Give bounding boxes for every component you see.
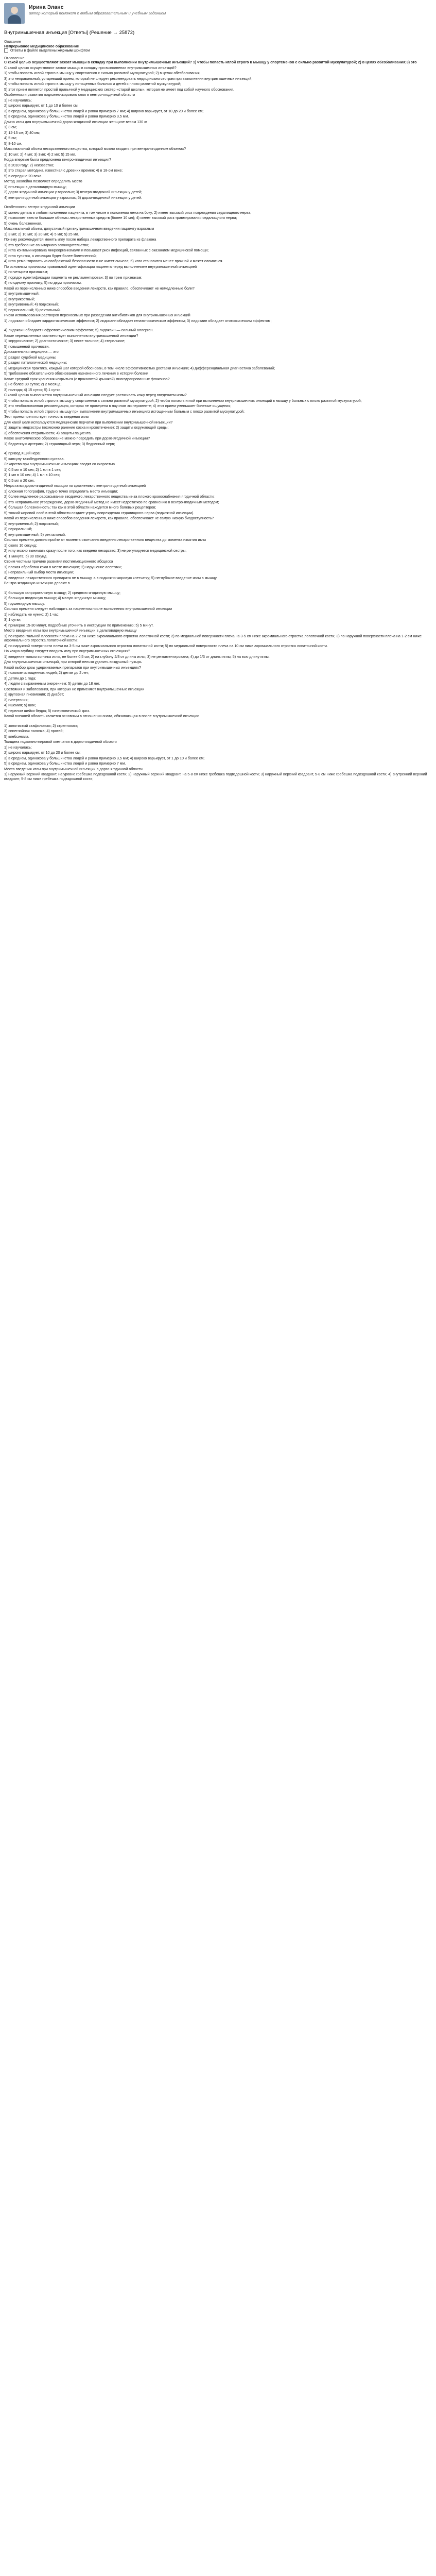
content-line: 1) по четырем признакам; [4,270,48,274]
content-line: 3) 1 сутки; [4,618,22,622]
content-line: Какой из перечисленных ниже способов введения лекарств, как правило, обеспечивает не немедленные боли? [4,286,195,291]
answers-tip [4,48,432,53]
content-line: 4) 1 минута; 5) 30 секунд. [4,554,47,558]
content-line: 5) чтобы попасть иглой строго в мышцу при выполнении внутримышечных инъекциях истощенным больным с плохо развитой мускулатурой; [4,409,245,414]
description-label: Описание [4,40,21,44]
content-line: 3) игла тупится, а инъекция будет более болезненной; [4,253,97,258]
content-line: 2) более медленное рассасывание вводимого лекарственного вещества из-за плохого кровоснабжения ягодичной области; [4,495,215,499]
content-line: 3) внутривенный; 4) подкожный; [4,302,59,307]
content-line: 4) чтобы попасть иглой строго в мышцу у истощенных больных и детей с плохо развитой мускулатурой; [4,82,181,86]
content-line: 3) это необоснованная рекомендация, которая не проверена в научном эксперименте; 4) этот прием уменьшает болевые ощущения; [4,404,232,408]
content-line: 4) вентро-ягодичной инъекции у взрослых; 5) дорзо-ягодичной инъекции у детей. [4,195,143,200]
content-line: 1) это требование санитарного законодательства; [4,243,90,247]
content-line: Доказательная медицина — это [4,350,59,354]
content-line: Толщина подкожно-жировой клетчатки в дорзо-ягодичной области [4,740,117,744]
content-line: 5) тонкий жировой слой в этой области создает угрозу повреждения седалищного нерва (подкожной инъекции). [4,511,195,515]
content-line: 5) 8-10 см. [4,141,22,146]
content-line: 2) раздел паталогической медицины; [4,361,67,365]
content-line: Какие средний срок хранения искрыться (с прокалотой крышкой) многодозированных флаконов? [4,377,170,381]
toc-label: Оглавление [4,56,25,60]
avatar[interactable] [4,3,25,24]
content-line: 1) не более 30 суток; 2) 2 месяца; [4,382,62,386]
content-line: 3) полгода; 4) 15 суток; 5) 1 сутки. [4,387,62,392]
author-name[interactable]: Ирина Эланс [29,4,64,10]
document-page [0,0,436,787]
content-line: 1) внутривенный; 2) подкожный; [4,521,59,526]
content-line: Состояния и заболевания, при которых не применяют внутримышечные инъекции [4,687,145,691]
content-line: 4) примерно 15-30 минут, подробные уточнить в инструкции по применению; 5) 5 минут. [4,623,154,628]
content-line: Почему рекомендуется менять иглу после набора лекарственного препарата из флакона [4,238,156,242]
content-line: 1) раздел судебной медицины; [4,355,57,360]
content-line: 1) 0,5 мл в 10 сек; 2) 1 мл в 1 сек; [4,467,61,472]
content-line: Для внутримышечных инъекций, при которой нельзя удалить воздушный пузырь [4,660,142,664]
content-line: 4) введение лекарственного препарата не в мышцу, а в подкожно-жировую клетчатку; 5) неглубокое введение иглы в мышцу. [4,575,218,580]
content-line: 4) лидокаин обладает нефротоксическим эффектом; 5) лидокаин — сильный аллерген. [4,328,154,332]
content-line: С какой целью выполняется внутримышечный инъекции следует растягивать кожу перед введением иглы? [4,393,187,397]
content-line: 1) похожие истощенных людей; 2) детям до 2 лет; [4,671,90,675]
content-line: 1) крупозная пневмония; 2) диабет; [4,692,64,697]
content-line: 1) большую заприрательную мышцу; 2) среднюю ягодичную мышцу; [4,590,120,595]
content-line: 4) привод ящий нерв; [4,451,41,455]
content-line: Вентро-ягодичную инъекцию делают в [4,581,70,585]
document-content [4,60,432,781]
section-gap [4,447,432,451]
section-gap [4,324,432,328]
content-line: Своим честным причине развития постинъекционного абсцесса [4,560,113,564]
content-line: 1) по горизонтальной плоскости плеча на 2-2 см ниже акромиального отростка лопаточной кости; 2) по медиальной поверхности плеча на 3-5 см ниже акромиального отростка лопаточной кости; 3) по наружной поверхности плеча на 1-2 см ниже акромиального отростка лопаточной кости; [4,634,423,642]
content-line: 3) пероральный; [4,527,32,531]
lead-question: С какой целью осуществляют захват мышцы в складку при выполнении внутримышечных инъекций? 1) чтобы попасть иглой строго в мышцу у спортсменов с сильно развитой мускулатурой; 2) в целях обезболивания;3) это [4,60,417,64]
content-line: Место введения иглы при внутримышечной инъекции в дельтовидную мышцу [4,629,137,633]
content-line: 2) игла контаминирована микроорганизмами и повышает риск инфекций, связанных с оказанием медицинской помощи; [4,248,209,252]
content-line: 5) в среднем, одинакова у большинства людей и равна примерно 3,5 мм. [4,114,129,118]
content-line: Недостатки дорзо-ягодичной позиции по сравнению с вентро-ягодичной инъекцией [4,484,146,488]
content-line: 4) по наружной поверхности плеча на 3-5 см ниже акромиального отростка лопаточной кости; 5) по медиальной поверхности плеча на 10 см ниже акромиального отростка лопаточной кости. [4,643,328,648]
content-line: 2) иглу можно вынимать сразу после того, как введено лекарство; 3) не регулируется медицинской сестры; [4,549,187,553]
content-line: 1) чтобы попасть иглой строго в мышцу у спортсменов с сильно развитой мускулатурой; 2) в целях обезболивания; [4,71,201,75]
content-line: Метод Захлейна позволяет определить место [4,179,82,183]
content-line: 1) внутримышечный; [4,292,40,296]
content-line: Длина иглы для внутримышечной дорзо-ягодичной инъекции женщине весом 130 кг [4,120,147,124]
content-line: На какую глубину следует вводить иглу при внутримышечных инъекциях? [4,649,130,653]
content-line: Места введения иглы при внутримышечной инъекции в дорзо-ягодичной области [4,767,143,771]
content-line: Какой из перечисленных ниже способов введения лекарств, как правило, обеспечивает не самую низкую биодоступность? [4,516,214,520]
section-gap [4,587,432,591]
content-line: Какой внешней область является основным в отношении оната, обязавающая в после внутримышечной инъекции [4,714,200,718]
content-line: 2) 12-15 см; 3) 40 мм; [4,130,41,135]
content-line: 2) дорзо-ягодичной инъекции у взрослых; 3) вентро-ягодичной инъекции у детей; [4,190,143,194]
content-line: Максимальный объем лекарственного вещества, который можно вводить при вентро-ягодичном объемах? [4,147,186,151]
content-line: 3) медицинская практика, каждый шаг которой обоснован, в том числе эффективностью доставки инъекции; 4) дифференциальная диагностика заболеваний; [4,366,275,370]
content-line: 1) сложная топография, трудно точно определить место инъекции; [4,489,118,494]
content-line: 5) клебсиелла. [4,734,29,739]
checkbox-icon [4,48,8,53]
content-line: 1) бедренную артерию; 2) седалищный нерв; 3) бедренный нерв; [4,442,115,446]
content-line: 4) по одному признаку; 5) по двум признакам. [4,281,82,285]
content-line: 1) инъекции в дельтовидную мышцу; [4,184,67,189]
content-line: 3) неправильный выбор места инъекции; [4,570,74,574]
content-line: Какие перечисленных соответствует выполнению внутримышечной инъекции? [4,333,138,338]
content-line: 5) в середине 20-века. [4,174,43,178]
content-line: Риски использования растворов переносимых при разведении антибиотиков для внутримышечных инъекций [4,313,190,317]
content-line: 1) золотистый стафилококк; 2) стрептококк; [4,723,78,728]
content-line: 3) это неправильное утверждение, дорзо-ягодичный метод не имеет недостатков по сравнению в вентро-ягодичным методом; [4,500,219,504]
avatar-head [11,7,18,14]
section-gap [4,201,432,205]
subject-name: Непрерывное медицинское образование [4,44,79,48]
content-line: Максимальный объем, допустимый при внутримышечном введении пациенту взрослым [4,227,154,231]
author-description: автор который поможет с любым образовательным и учебным заданием [29,11,166,15]
content-line: 3) детям до 1 года; [4,676,37,681]
content-line: С какой целью осуществляют захват мышцы в складку при выполнении внутримышечных инъекций? [4,65,177,70]
content-line: Особенности вентро-ягодичной инъекции [4,205,75,209]
content-line: 4) игла ремонтировать из соображений безопасности и не имеет смысла; 5) игла становится менее прочной и может сломаться. [4,259,223,263]
content-line: 3) позволяет ввести большие объемы лекарственных средств (более 10 мл); 4) имеет высокий риск травмирования седалищного нерва; [4,216,237,220]
content-line: 1) можно делать в любом положении пациента, в том числе в положении лежа на боку; 2) имеет высокий риск повреждения седалищного нерва; [4,210,252,215]
content-line: 4) большая болезненность; так как в этой области находится много болевых рецепторов; [4,505,156,510]
content-line: 1) 10 мл; 2) 4 мл; 3) 3мл; 4) 2 мл; 5) 15 мл. [4,152,76,157]
content-line: 5) грушевидную мышцу. [4,601,45,606]
content-line: 5) очень болезненная. [4,221,42,226]
content-line: 1) не изучалась; [4,745,32,750]
content-line: 5) этот прием является простой привычкой у медицинских сестер «старой школы», которая не имеет под собой научного обоснования. [4,87,234,92]
content-line: Для какой цели используются медицинские перчатки при выполнении внутримышечной инъекции? [4,420,173,425]
content-line: 5) периональный; 5) ректальный. [4,308,61,312]
content-line: 1) чтобы попасть иглой строго в мышцу у спортсменов с сильно развитой мускулатурой, 2) чтобы попасть иглой при выполнении внутримышечных инъекций в мышцу у больных с плохо развитой мускулатурой; [4,398,362,403]
avatar-body [8,15,21,24]
content-line: Сколько времени следует наблюдать за пациентом после выполнения внутримышечной инъекции [4,607,172,611]
content-line: 1) 3 мл; 2) 10 мл; 3) 20 мл; 4) 5 мл; 5) 25 мл. [4,232,79,236]
content-line: 5) капсулу тазобедренного сустава. [4,456,65,461]
content-line: 2) внутрикостный; [4,297,35,301]
content-line: 4) людям с выраженным ожирением; 5) детям до 18 лет. [4,682,100,686]
content-line: 1) хирургическое; 2) диагностическое; 3) несте тильное; 4) стерильное; [4,339,126,343]
content-line: 4) ишемия; 5) шок; [4,703,36,707]
content-line: 1) лидокаин обладает кардиотоксическим эффектом; 2) лидокаин обладает гепатотоксическим эффектом; 3) лидокаин обладает ототоксическим эффектом; [4,318,272,323]
content-line: Сколько времени должно пройти от момента окончания введения лекарственного вещества до момента изъятия иглы [4,538,206,542]
content-line: 3) обеспечения стерильности; 4) защиты пациента. [4,431,92,435]
author-block [4,3,432,28]
content-line: 1) введение только копчика иглы, не более 0,5 см; 2) на глубину 2/3 от длины иглы; 3) не регламентирована; 4) до 1/3 от длины иглы; 5) на всю длину иглы. [4,654,270,659]
content-line: 3) это старая методика, известная с древних времен; 4) в 18-ом веке; [4,168,123,173]
content-line: 4) 5 см; [4,136,17,140]
content-line: 3) в среднем, одинакова у большинства людей и равна примерно 3,5 мм; 4) широко варьирует, от 1 до 10 и более см; [4,756,205,760]
content-line: 1) наружный верхний квадрант, на уровне гребешка подвздошной кости; 2) наружный верхний квадрант, на 5-8 см ниже гребешка подвздошной кости; 3) наружный верхний квадрант, 5-8 см ниже гребешка подвздошной кости; 4) внутренний верхний квадрант, 5-8 см ниже гребешка подвздошной кости; [4,772,428,781]
content-line: 3) это неправильный, устаревший прием, который не следует рекомендовать медицинским сестрам при выполнении внутримышечных инъекций; [4,76,253,81]
content-line: 3) 1 мл в 10 сек; 4) 1 мл в 10 сек; [4,473,60,477]
content-line: 4) внутримышечный; 5) ректальный. [4,532,66,537]
tip-bold: жирным [57,48,73,53]
content-line: 6) перелом шейки бедра; 5) гипертонический криз. [4,708,90,713]
content-line: 5) требование обязательного обоснования назначенного лечения в истории болезни [4,371,148,376]
content-line: 2) порядок идентификации пациента не регламентирован; 3) по трем признакам; [4,275,143,280]
content-line: 1) около 10 секунд; [4,543,37,548]
content-line: 3) в среднем, одинакова у большинства людей и равна примерно 7 мм; 4) широко варьирует, от 10 до 20 и более см; [4,109,204,113]
content-line: 1) защиты медсестры (возможно ранение соска и кровотечение); 2) защиты окружающей среды; [4,426,169,430]
content-line: 3) большую ягодичную мышцу; 4) малую ягодичную мышцу; [4,596,107,600]
content-line: 2) широко варьирует, от 1 до 10 и более см; [4,104,79,108]
content-line: 5) в среднем, одинакова у большинства людей и равна примерно 7 мм. [4,761,126,766]
content-line: 3) синегнойная палочка; 4) протей; [4,729,64,733]
content-line: 1) плохая обработка кожи в месте инъекции; 2) нарушение асептики; [4,565,122,569]
content-line: Какой выбор дозы удерживаемых препаратов при внутримышечных инъекциях? [4,665,141,670]
content-line: Когда впервые была предложена вентро-ягодичная инъекция? [4,158,111,162]
tip-suffix: шрифтом [74,48,90,53]
content-line: 5) повышенной прочности. [4,344,50,349]
page-title: Внутримышечная инъекция [Ответы] (Решение → 25872) [4,30,135,36]
content-line: Какое анатомическое образование можно повредить при дорзо-ягодичной инъекции? [4,436,150,440]
content-line: 3) гипертония; [4,698,29,702]
content-line: 1) в 2010 году; 2) неизвестно; [4,163,55,167]
author-info [29,3,183,15]
section-gap [4,720,432,724]
tip-text: Ответы в файле выделены [10,48,57,53]
content-line: 1) наблюдать не нужно; 2) 1 час; [4,612,60,617]
content-line: Особенности развития подкожно-жирового слоя в вентро-ягодичной области [4,93,135,97]
content-line: Этот прием препятствует точность введения иглы [4,415,89,419]
content-line: 5) 0,5 мл в 20 сек. [4,478,35,483]
content-line: 1) 3 см; [4,125,17,129]
content-line: Лекарство при внутримышечных инъекциях вводят со скоростью [4,462,115,466]
content-line: По основным признакам правильной идентификации пациента перед выполнением внутримышечной инъекцией [4,264,197,269]
content-line: 2) широко варьирует, от 10 до 20 и более см; [4,751,81,755]
content-line: 1) не изучались; [4,98,32,103]
